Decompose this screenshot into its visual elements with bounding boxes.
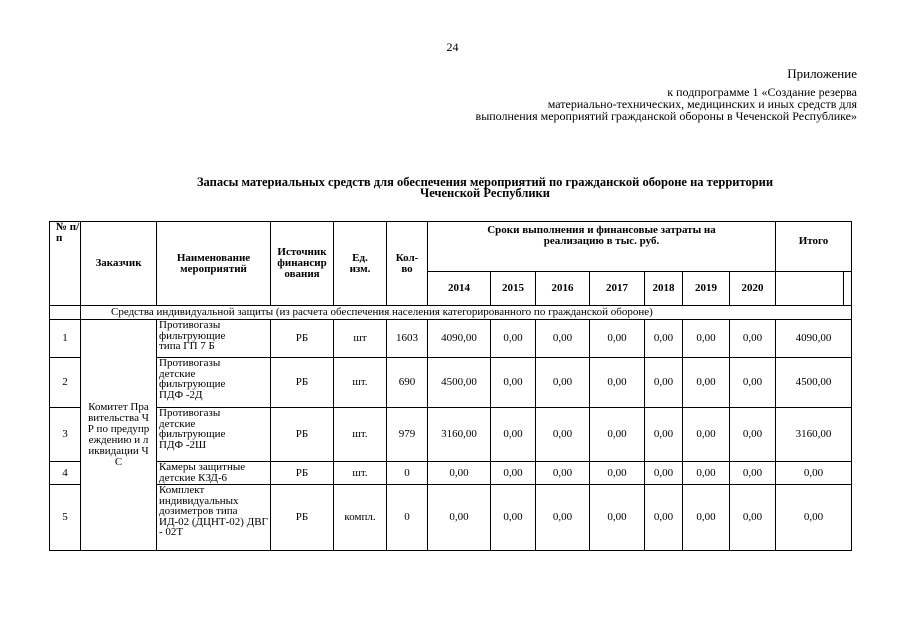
appendix-line: к подпрограмме 1 «Создание резерва: [667, 85, 857, 99]
row-name: Камеры защитные детские КЗД-6: [157, 462, 271, 485]
row-unit: шт: [334, 320, 387, 358]
header-year: 2015: [491, 272, 536, 306]
section-row: [50, 306, 852, 320]
table-row: [50, 320, 852, 358]
row-total: 4090,00: [776, 320, 852, 358]
row-year-value: 0,00: [683, 320, 730, 358]
row-qty: 1603: [387, 320, 428, 358]
row-qty: 0: [387, 462, 428, 485]
document-title-line: Запасы материальных средств для обеспечения мероприятий по гражданской обороне на территории: [196, 175, 774, 189]
row-year-value: 0,00: [536, 358, 590, 408]
row-total: 4500,00: [776, 358, 852, 408]
row-year-value: 0,00: [645, 485, 683, 551]
header-num: № п/п: [50, 222, 81, 306]
header-year: 2016: [536, 272, 590, 306]
header-unit: Ед. изм.: [334, 222, 387, 306]
row-num: 3: [50, 408, 81, 462]
row-total: 0,00: [776, 462, 852, 485]
header-year: 2020: [730, 272, 776, 306]
row-year-value: 0,00: [491, 320, 536, 358]
header-row: [50, 222, 852, 272]
row-unit: шт.: [334, 408, 387, 462]
row-year-value: 0,00: [730, 462, 776, 485]
header-year: 2019: [683, 272, 730, 306]
materials-table: [49, 221, 852, 551]
row-unit: шт.: [334, 358, 387, 408]
row-source: РБ: [271, 485, 334, 551]
row-year-value: 0,00: [645, 462, 683, 485]
row-year-value: 0,00: [590, 485, 645, 551]
header-year: 2017: [590, 272, 645, 306]
row-unit: шт.: [334, 462, 387, 485]
row-year-value: 0,00: [536, 462, 590, 485]
appendix-line: выполнения мероприятий гражданской обороны в Чеченской Республике»: [475, 109, 857, 123]
appendix-title: Приложение: [787, 66, 857, 81]
table-row: [50, 462, 852, 485]
row-num: 1: [50, 320, 81, 358]
row-num: 2: [50, 358, 81, 408]
appendix-line: материально-технических, медицинских и иных средств для: [547, 97, 857, 111]
header-year: 2014: [428, 272, 491, 306]
row-year-value: 0,00: [645, 320, 683, 358]
header-total: Итого: [776, 222, 852, 272]
row-total: 0,00: [776, 485, 852, 551]
appendix-header: [476, 68, 857, 122]
row-qty: 690: [387, 358, 428, 408]
document-title-line: Чеченской Республики: [420, 186, 550, 200]
row-unit: компл.: [334, 485, 387, 551]
row-year-value: 0,00: [590, 358, 645, 408]
row-year-value: 0,00: [491, 408, 536, 462]
row-name: Противогазы детские фильтрующие ПДФ -2Д: [157, 358, 271, 408]
header-blank: [844, 272, 852, 306]
row-year-value: 0,00: [428, 462, 491, 485]
row-year-value: 0,00: [683, 485, 730, 551]
row-num: 4: [50, 462, 81, 485]
row-year-value: 0,00: [683, 462, 730, 485]
header-customer: Заказчик: [81, 222, 157, 306]
row-year-value: 3160,00: [428, 408, 491, 462]
row-year-value: 0,00: [730, 408, 776, 462]
row-year-value: 0,00: [491, 358, 536, 408]
row-year-value: 0,00: [536, 408, 590, 462]
page-number: 24: [446, 40, 459, 54]
row-year-value: 4500,00: [428, 358, 491, 408]
section-blank: [50, 306, 81, 320]
row-source: РБ: [271, 320, 334, 358]
row-qty: 979: [387, 408, 428, 462]
row-source: РБ: [271, 358, 334, 408]
customer-cell: Комитет Правительства ЧР по предупреждению и ликвидации ЧС: [81, 320, 157, 551]
row-year-value: 0,00: [536, 485, 590, 551]
row-year-value: 0,00: [730, 320, 776, 358]
table-row: [50, 485, 852, 551]
row-year-value: 0,00: [730, 485, 776, 551]
row-year-value: 0,00: [590, 408, 645, 462]
header-name: Наименование мероприятий: [157, 222, 271, 306]
row-num: 5: [50, 485, 81, 551]
row-year-value: 0,00: [491, 462, 536, 485]
row-year-value: 0,00: [683, 358, 730, 408]
row-year-value: 0,00: [491, 485, 536, 551]
row-year-value: 0,00: [428, 485, 491, 551]
row-year-value: 0,00: [536, 320, 590, 358]
row-year-value: 0,00: [645, 408, 683, 462]
row-name: Комплект индивидуальных дозиметров типа ИД-02 (ДЦНТ-02) ДВГ - 02Т: [157, 485, 271, 551]
row-qty: 0: [387, 485, 428, 551]
row-year-value: 0,00: [730, 358, 776, 408]
row-name: Противогазы детские фильтрующие ПДФ -2Ш: [157, 408, 271, 462]
header-year: 2018: [645, 272, 683, 306]
table-row: [50, 358, 852, 408]
row-year-value: 0,00: [683, 408, 730, 462]
header-period: Сроки выполнения и финансовые затраты на реализацию в тыс. руб.: [428, 222, 776, 272]
header-source: Источник финансирования: [271, 222, 334, 306]
header-qty: Кол-во: [387, 222, 428, 306]
row-year-value: 0,00: [590, 320, 645, 358]
document-title: [80, 177, 890, 199]
row-year-value: 0,00: [590, 462, 645, 485]
row-year-value: 0,00: [645, 358, 683, 408]
row-name: Противогазы фильтрующие типа ГП 7 Б: [157, 320, 271, 358]
row-source: РБ: [271, 462, 334, 485]
row-total: 3160,00: [776, 408, 852, 462]
table-row: [50, 408, 852, 462]
row-year-value: 4090,00: [428, 320, 491, 358]
header-blank: [776, 272, 844, 306]
row-source: РБ: [271, 408, 334, 462]
section-title: Средства индивидуальной защиты (из расчета обеспечения населения категорированного по гражданской обороне): [81, 306, 852, 320]
